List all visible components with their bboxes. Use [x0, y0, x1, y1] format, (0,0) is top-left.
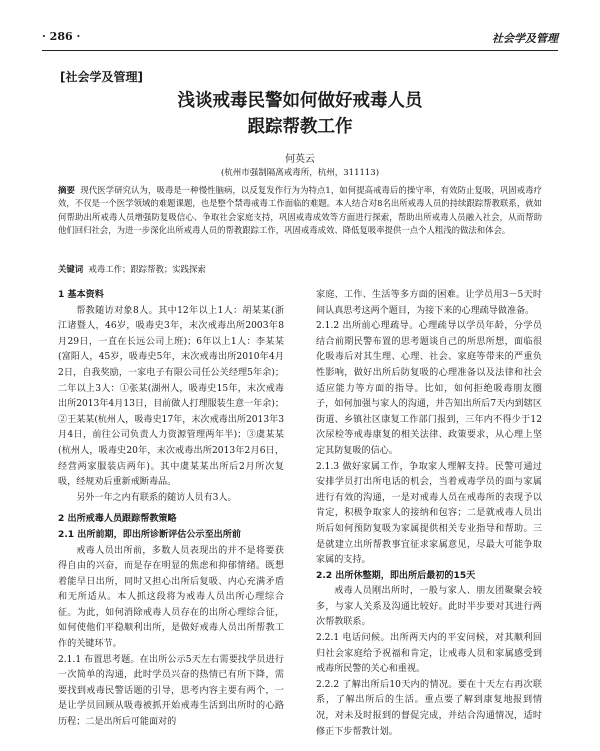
author-name: 何英云: [285, 154, 315, 165]
paragraph: 2.1.1 布置思考题。在出所公示5天左右需要找学员进行一次简单的沟通，此时学员兴奋的热情已有所下降，需要找到戒毒民警话题的引导，思考内容主要有两个，一是让学员回顾从吸毒被抓开始戒毒生活到出所时的心路历程；二是出所后可能面对的: [58, 654, 284, 728]
right-column: [316, 288, 542, 740]
subsection-heading: 2.1 出所前期，即出所诊断评估公示至出所前: [58, 529, 241, 540]
article-category-tag: [社会学及管理]: [60, 70, 143, 84]
abstract: [58, 184, 542, 238]
subsection-heading: 2.2 出所休整期，即出所后最初的15天: [316, 570, 476, 581]
section-heading: 2 出所戒毒人员跟踪帮教策略: [58, 514, 177, 525]
keywords-text: 戒毒工作；跟踪帮教；实践探索: [88, 264, 206, 274]
paragraph: 2.2.1 电话问候。出所两天内的平安问候，对其顺利回归社会家庭给予祝福和肯定，让戒毒人员和家属感受到戒毒所民警的关心和重视。: [316, 633, 542, 675]
keywords: [58, 263, 542, 275]
paragraph: 戒毒人员出所前，多数人员表现出的并不是将要获得自由的兴奋，而是存在明显的焦虑和抑郁情绪。既想着能早日出所，同时又担心出所后复吸、内心充满矛盾和无所适从。本人抓这段将为戒毒人员出所心理综合征。为此，如何消除戒毒人员存在的出所心理综合征，如何使他们平稳顺利出所，是做好戒毒人员出所帮教工作的关键环节。: [58, 545, 284, 650]
section-heading: 1 基本资料: [58, 290, 104, 300]
abstract-label: 摘要: [58, 185, 75, 195]
paragraph: 2.2.2 了解出所后10天内的情况。要在十天左右再次联系，了解出所后的生活。重点要了解到康复地报到情况，对未及时报到的督促完成，并结合沟通情况，适时修正下步帮教计划。: [316, 679, 542, 737]
paragraph: 2.1.2 出所前心理疏导。心理疏导以学员年龄，分学员结合前期民警布置的思考题谈自己的所思所想，面临很化吸毒后对其生理、心理、社会、家庭等带来的严重负性影响，做好出所后防复吸的心理准备以及法律和社会适应能力等方面的指导。比如，如何拒绝吸毒朋友圈子，如何加强与家人的沟通，并告知出所后7天内到辖区街道、乡镇社区康复工作部门报到，三年内不得少于12次尿检等戒毒康复的相关法律、政策要求，从心理上坚定其防复吸的信心。: [316, 321, 542, 456]
paragraph: 2.1.3 做好家属工作，争取家人理解支持。民警可通过安排学员打出所电话的机会，当着戒毒学员的面与家属进行有效的沟通，一是对戒毒人员在戒毒所的表现予以肯定，积极争取家人的接纳和包容；二是就戒毒人员出所后如何预防复吸为家属提供相关专业指导和帮助。三是就建立出所帮教事宜征求家属意见，尽最大可能争取家属的支持。: [316, 461, 542, 566]
paragraph: 另外一年之内有联系的随访人员有3人。: [76, 492, 237, 503]
article-title: [0, 88, 600, 140]
title-line-1: 浅谈戒毒民警如何做好戒毒人员: [177, 91, 423, 111]
header-divider: [42, 50, 558, 51]
author-affiliation: (杭州市强制隔离戒毒所，杭州，311113): [220, 168, 380, 178]
left-column: [58, 288, 284, 731]
abstract-text: 现代医学研究认为，吸毒是一种慢性脑病，以反复发作行为为特点1，如何提高戒毒后的操守率，有效防止复吸，巩固戒毒疗效，不仅是一个医学领域的难题课题，也是整个禁毒戒毒工作面临的难题。本人结合对8名出所戒毒人员的持续跟踪帮教联系，就如何帮助出所戒毒人员增强防复吸信心、争取社会家庭支持，巩固戒毒成效等方面进行探索，帮助出所戒毒人员融入社会，从而帮助他们回归社会，为进一步深化出所戒毒人员的帮教跟踪工作，巩固戒毒成效、降低复吸率提供一点个人粗浅的做法和体会。: [58, 185, 543, 236]
journal-section-title: 社会学及管理: [492, 32, 558, 45]
page-number: · 286 ·: [42, 30, 81, 43]
paragraph: 戒毒人员刚出所时，一般与家人、朋友团聚聚会较多，与家人关系及沟通比较好。此时半步要对其进行两次帮教联系。: [316, 586, 542, 628]
paragraph: 家庭、工作、生活等多方面的困难。让学员用3－5天时间认真思考这两个题目，为接下来的心理疏导做准备。: [316, 290, 542, 316]
title-line-2: 跟踪帮教工作: [247, 117, 353, 137]
paragraph: 帮教随访对象8人。其中12年以上1人：胡某某(浙江诸暨人，46岁，吸毒史3年，末次戒毒出所2003年8月29日，一直在长远公司上班)；6年以上1人：李某某(富阳人，45岁，吸毒史5年，末次戒毒出所2010年4月2日，自我奖励，一家电子有限公司任公关经理5年余)；二年以上3人：①张某(湖州人，吸毒史15年，末次戒毒出所2013年4月13日，目前做人打理服装生意一年余)；②王某某(杭州人，吸毒史17年，末次戒毒出所2013年3月4日，前往公司负责人力资源管理两年半)；③虞某某(杭州人，吸毒史20年，末次戒毒出所2013年2月6日，经营两家服装店两年)。其中虞某某出所后2月所次复吸，经规劝后重新戒断毒品。: [58, 305, 284, 488]
page-header: [42, 30, 558, 48]
keywords-label: 关键词: [58, 264, 84, 274]
